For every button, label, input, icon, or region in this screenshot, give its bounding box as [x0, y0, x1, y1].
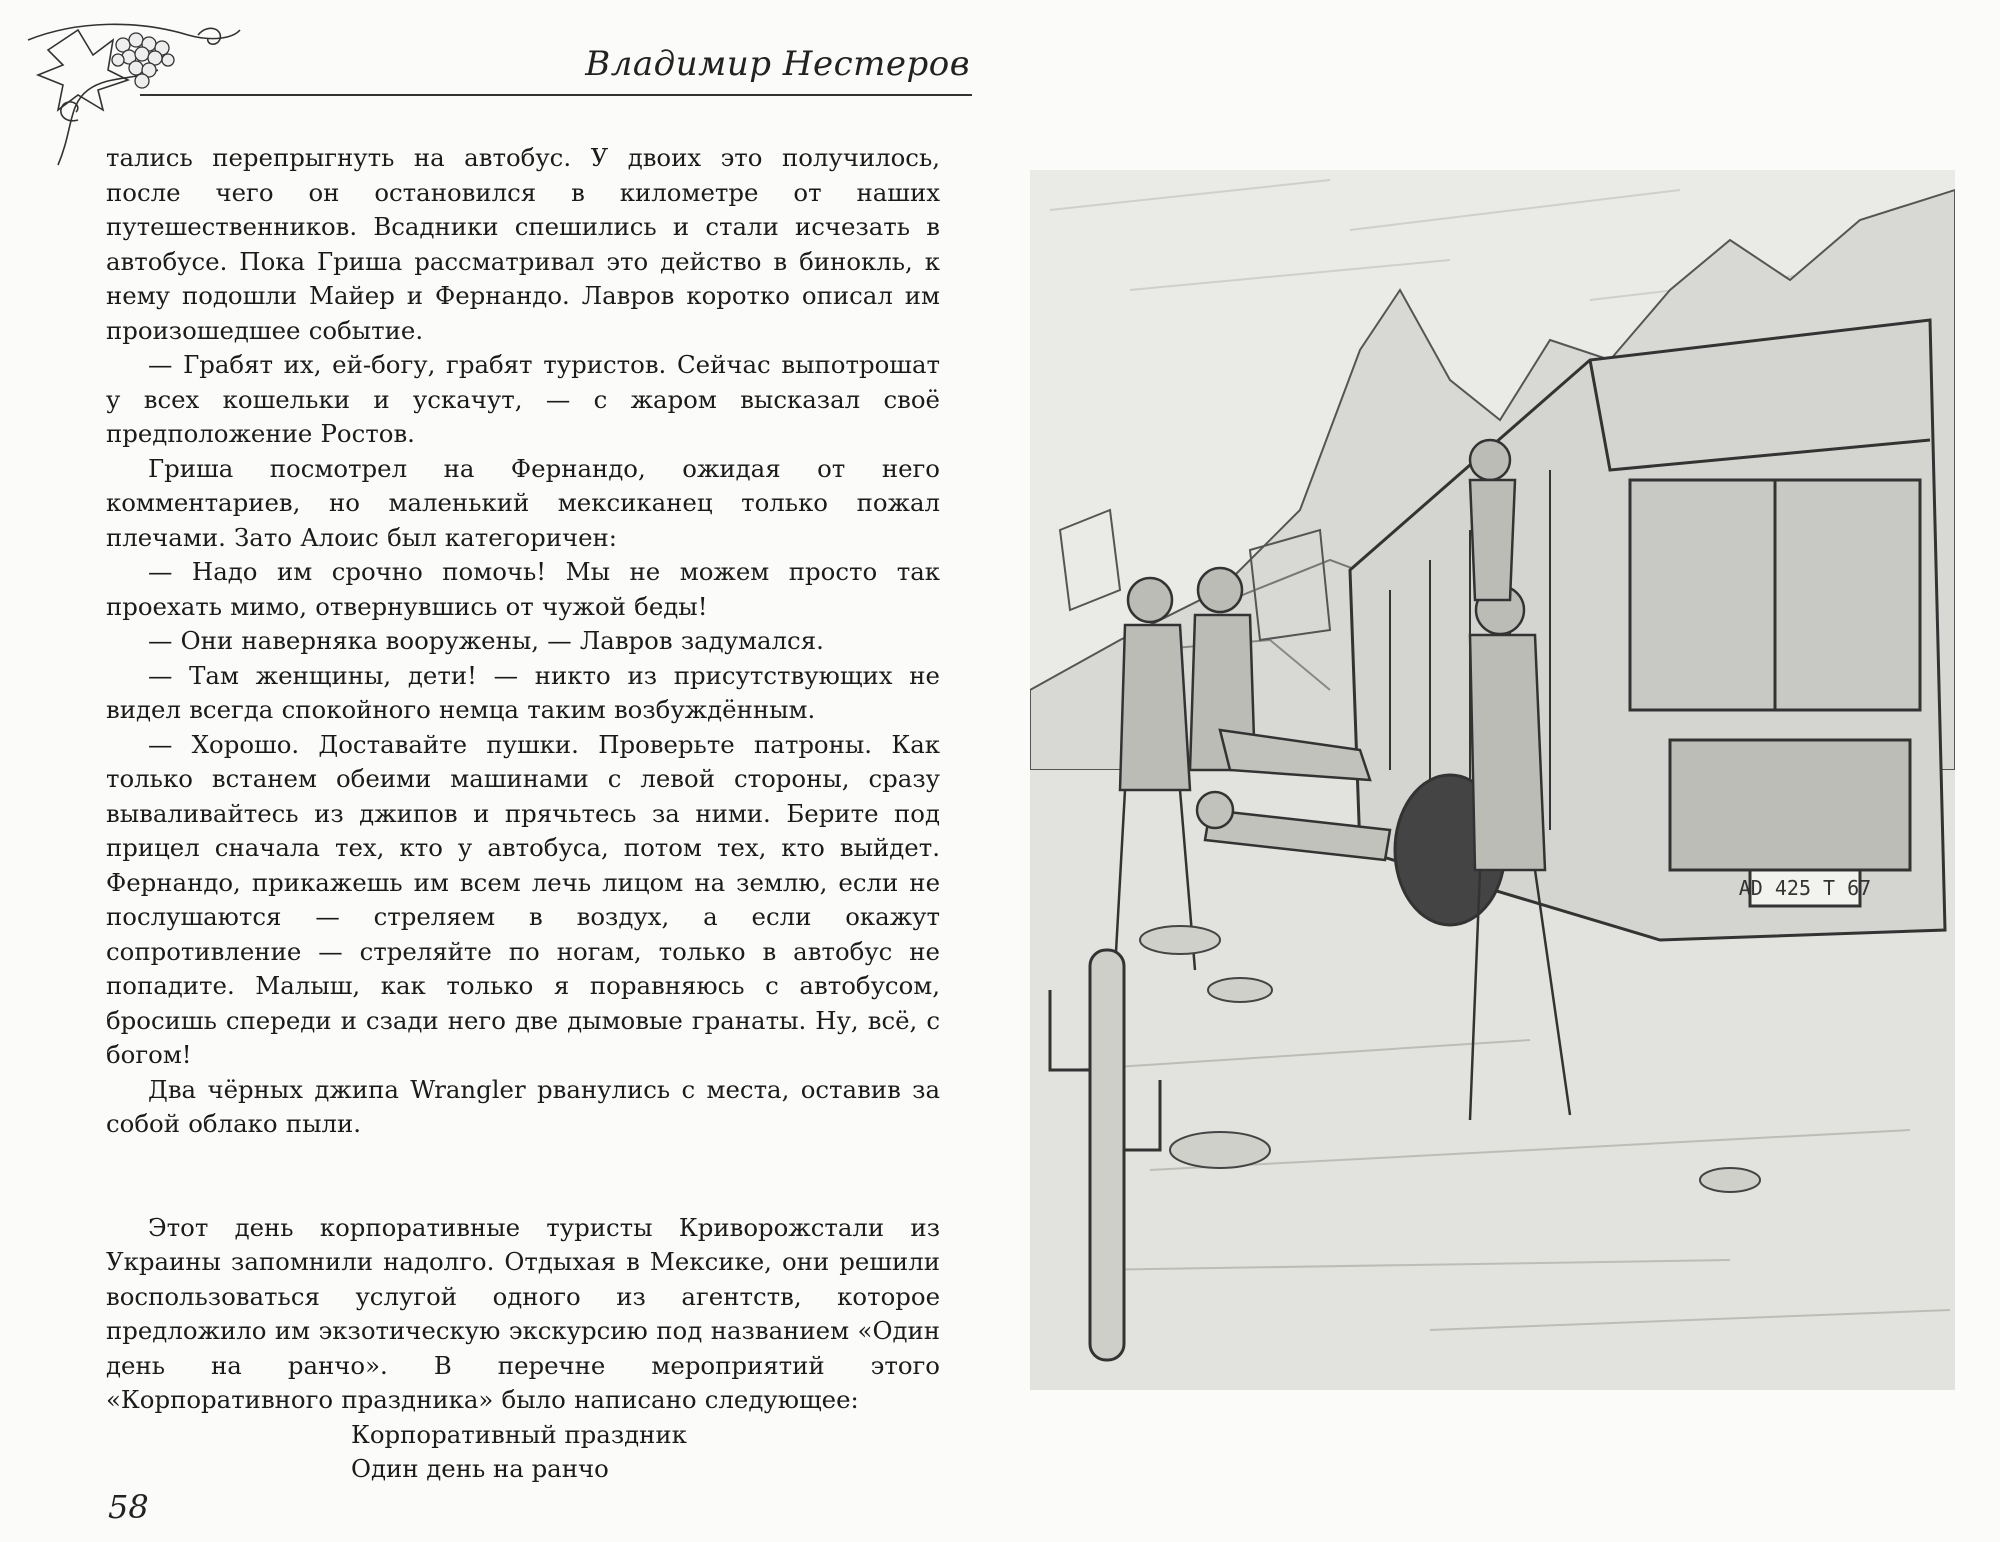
pencil-illustration-bus-robbery	[1030, 170, 1955, 1390]
paragraph-6: — Там женщины, дети! — никто из присутствующих не видел всегда спокойного немца таким возбуждённым.	[106, 660, 940, 724]
bus-license-plate: AD 425 T 67	[1738, 876, 1872, 900]
program-title-line: Корпоративный праздник	[351, 1419, 687, 1449]
section-break	[106, 1142, 940, 1177]
section-break-2	[106, 1176, 940, 1211]
paragraph-4: — Надо им срочно помочь! Мы не можем просто так проехать мимо, отвернувшись от чужой беды!	[106, 557, 940, 621]
illustration-drawing	[1030, 170, 1955, 1390]
page-number: 58	[108, 1488, 149, 1526]
program-subtitle-line: Один день на ранчо	[351, 1454, 609, 1483]
paragraph-1: тались перепрыгнуть на автобус. У двоих это получилось, после чего он остановился в километре от наших путешественников. Всадники спешились и стали исчезать в автобусе. Пока Гриша рассматривал это действо в бинокль, к нему подошли Майер и Фернандо. Лавров коротко описал им произошедшее событие.	[106, 143, 940, 345]
paragraph-9: Этот день корпоративные туристы Криворожстали из Украины запомнили надолго. Отдыхая в Мексике, они решили воспользоваться услугой одного из агентств, которое предложило им экзотическую экскурсию под названием «Один день на ранчо». В перечне мероприятий этого «Корпоративного праздника» было написано следующее:	[106, 1212, 940, 1414]
paragraph-2: — Грабят их, ей-богу, грабят туристов. Сейчас выпотрошат у всех кошельки и ускачут, — с жаром высказал своё предположение Ростов.	[106, 350, 940, 448]
running-head-author: Владимир Нестеров	[585, 44, 970, 84]
paragraph-8: Два чёрных джипа Wrangler рванулись с места, оставив за собой облако пыли.	[106, 1074, 940, 1138]
paragraph-5: — Они наверняка вооружены, — Лавров задумался.	[148, 626, 824, 655]
paragraph-7: — Хорошо. Доставайте пушки. Проверьте патроны. Как только встанем обеими машинами с левой стороны, сразу вываливайтесь из джипов и прячьтесь за ними. Берите под прицел сначала тех, кто у автобуса, потом тех, кто выйдет. Фернандо, прикажешь им всем лечь лицом на землю, если не послушаются — стреляем в воздух, а если окажут сопротивление — стреляйте по ногам, только в автобус не попадите. Малыш, как только я поравняюсь с автобусом, бросишь спереди и сзади него две дымовые гранаты. Ну, всё, с богом!	[106, 729, 940, 1069]
text-column	[106, 141, 940, 1487]
paragraph-3: Гриша посмотрел на Фернандо, ожидая от него комментариев, но маленький мексиканец только пожал плечами. Зато Алоис был категоричен:	[106, 453, 940, 552]
header-rule	[140, 94, 972, 96]
